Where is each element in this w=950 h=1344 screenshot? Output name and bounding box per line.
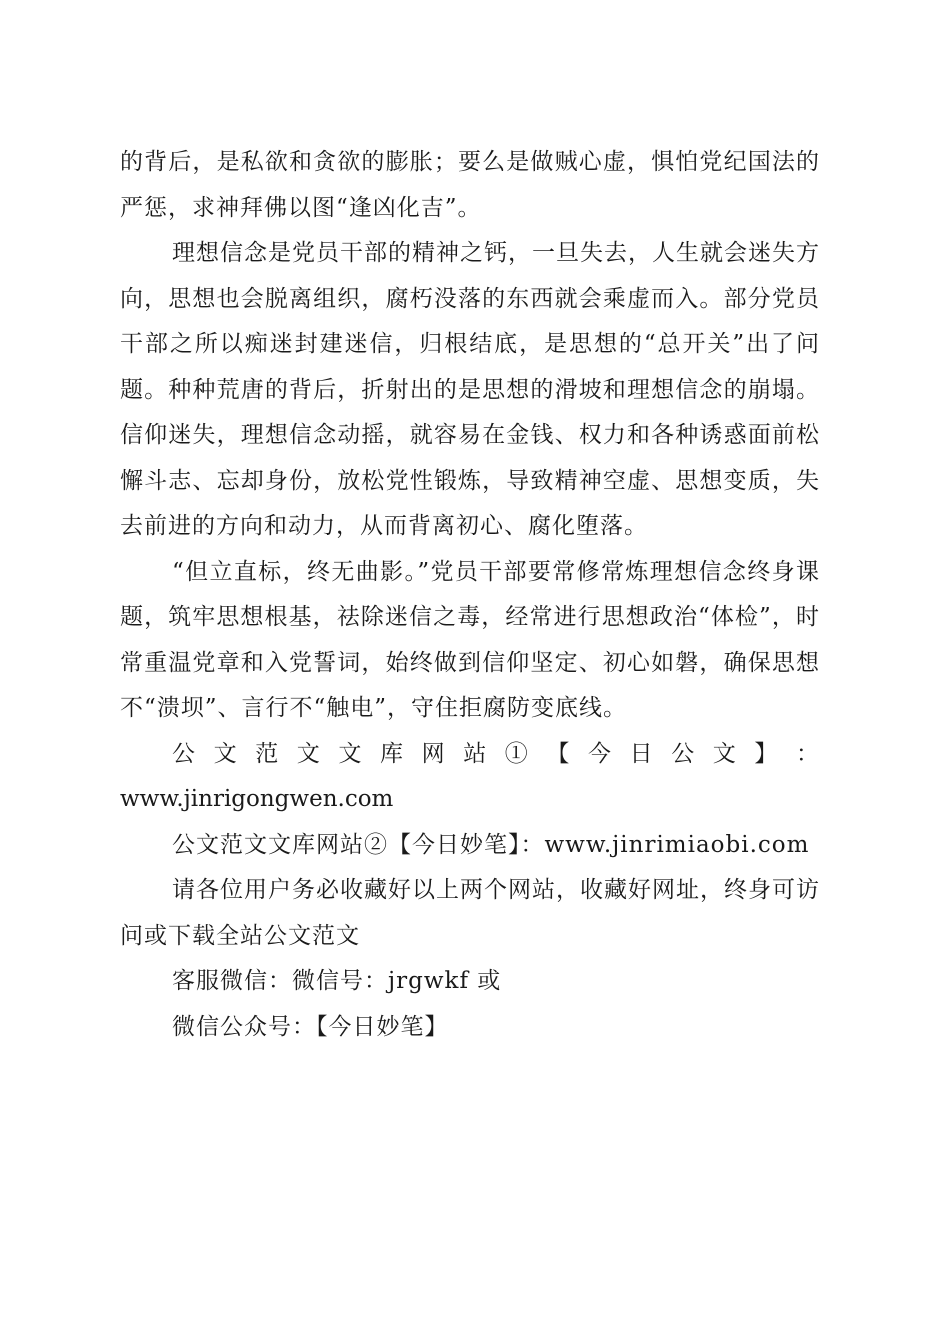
site1-url: www.jinrigongwen.com	[120, 786, 394, 812]
document-body	[120, 140, 820, 1050]
paragraph-1: 的背后，是私欲和贪欲的膨胀；要么是做贼心虚，惧怕党纪国法的严惩，求神拜佛以图“逢凶化吉”。	[120, 149, 820, 221]
wechat-service: 客服微信：微信号：jrgwkf 或	[172, 968, 502, 994]
site2-line: 公文范文文库网站②【今日妙笔】：www.jinrimiaobi.com	[172, 831, 810, 858]
bookmark-notice: 请各位用户务必收藏好以上两个网站，收藏好网址，终身可访问或下载全站公文范文	[120, 877, 820, 949]
wechat-public: 微信公众号：【今日妙笔】	[172, 1013, 449, 1040]
paragraph-2: 理想信念是党员干部的精神之钙，一旦失去，人生就会迷失方向，思想也会脱离组织，腐朽没落的东西就会乘虚而入。部分党员干部之所以痴迷封建迷信，归根结底，是思想的“总开关”出了问题。种种荒唐的背后，折射出的是思想的滑坡和理想信念的崩塌。信仰迷失，理想信念动摇，就容易在金钱、权力和各种诱惑面前松懈斗志、忘却身份，放松党性锻炼，导致精神空虚、思想变质，失去前进的方向和动力，从而背离初心、腐化堕落。	[120, 240, 820, 539]
paragraph-3: “但立直标，终无曲影。”党员干部要常修常炼理想信念终身课题，筑牢思想根基，祛除迷信之毒，经常进行思想政治“体检”，时常重温党章和入党誓词，始终做到信仰坚定、初心如磐，确保思想不“溃坝”、言行不“触电”，守住拒腐防变底线。	[120, 558, 820, 721]
site1-label: 公 文 范 文 文 库 网 站 ① 【 今 日 公 文 】 ：	[172, 740, 820, 767]
